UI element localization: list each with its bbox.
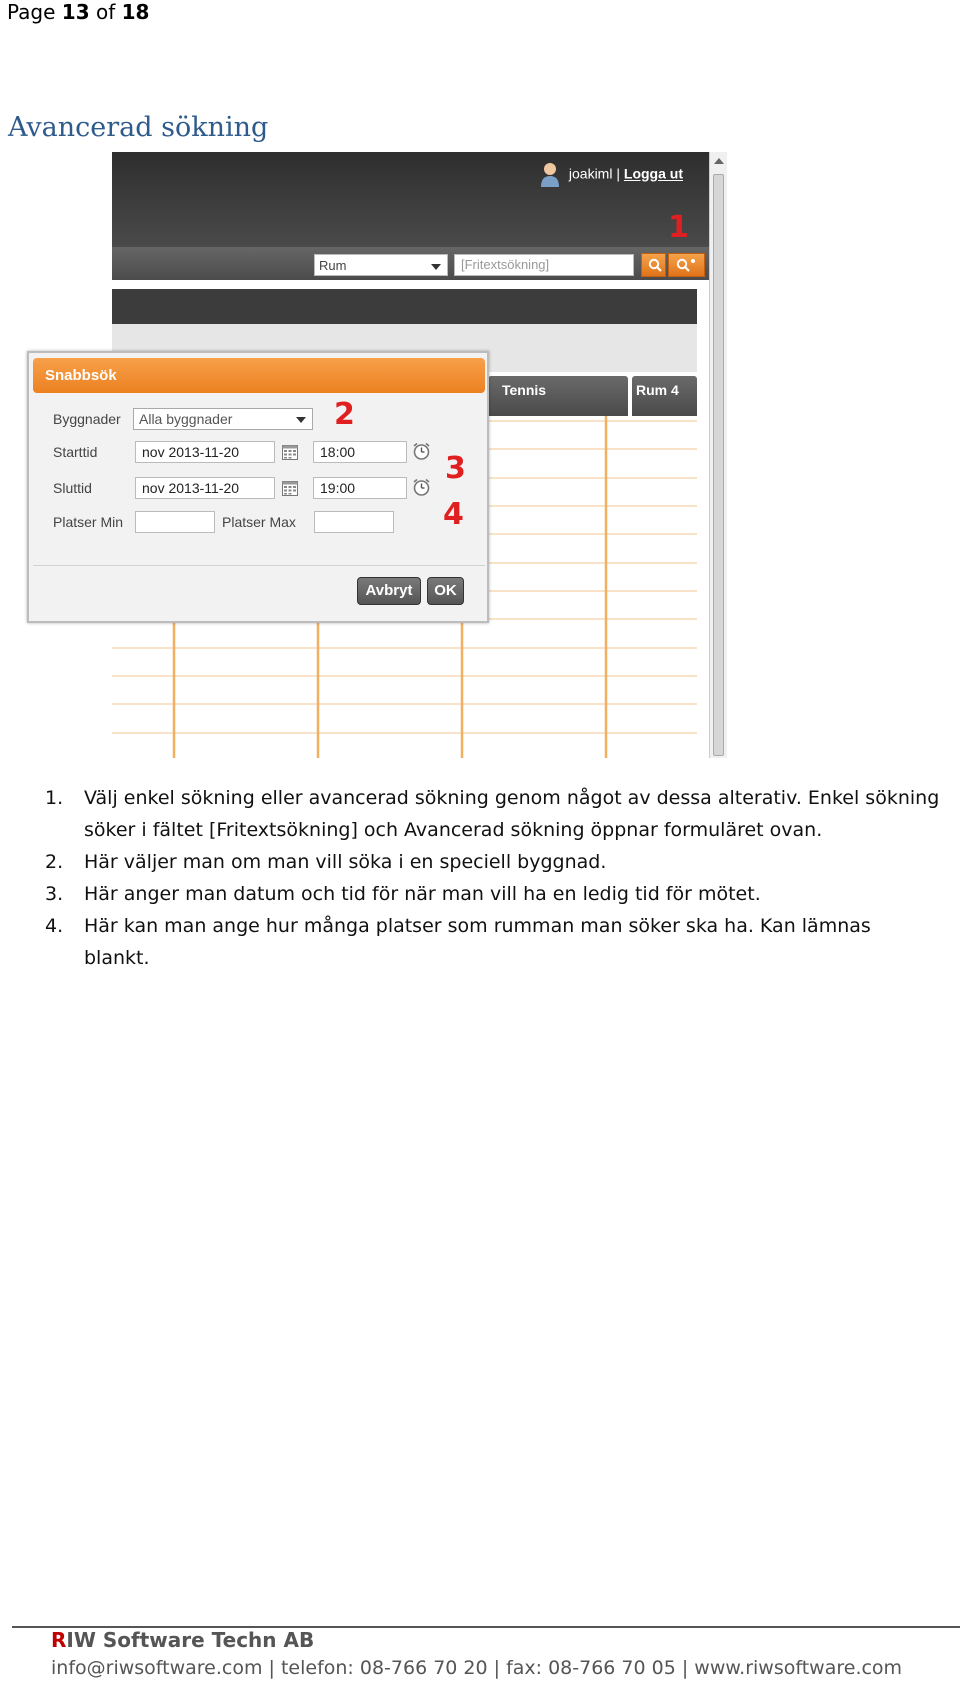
list-number: 3. <box>45 883 64 905</box>
buildings-value: Alla byggnader <box>139 411 233 427</box>
start-time-input[interactable]: 18:00 <box>313 441 407 463</box>
start-label: Starttid <box>53 444 98 460</box>
chevron-down-icon <box>431 264 441 270</box>
dialog-title: Snabbsök <box>33 358 485 393</box>
type-select-value: Rum <box>319 258 347 273</box>
list-text: Välj enkel sökning eller avancerad sökning genom något av dessa alterativ. Enkel sökning söker i fältet [Fritextsökning] och Avancerad sökning öppnar formuläret ovan. <box>84 787 940 841</box>
annotation-2: 2 <box>334 397 355 432</box>
column-label: Rum 4 <box>636 382 679 398</box>
user-icon <box>539 162 561 188</box>
search-icon <box>648 258 662 272</box>
max-seats-label: Platser Max <box>222 514 296 530</box>
logout-link[interactable]: Logga ut <box>623 165 683 182</box>
footer-company <box>51 1628 314 1652</box>
page-title: Avancerad sökning <box>8 112 269 143</box>
list-number: 1. <box>45 787 64 809</box>
user-name: joakiml <box>568 165 613 182</box>
calendar-icon[interactable] <box>282 445 298 460</box>
page-current: 13 <box>61 0 90 24</box>
type-select[interactable] <box>314 254 448 276</box>
min-seats-label: Platser Min <box>53 514 124 530</box>
max-seats-input[interactable] <box>314 511 394 533</box>
page-total: 18 <box>121 0 150 24</box>
search-placeholder: [Fritextsökning] <box>461 257 550 272</box>
clock-icon[interactable] <box>412 442 431 461</box>
chevron-down-icon <box>296 417 306 423</box>
buildings-select[interactable] <box>133 408 313 430</box>
cancel-button[interactable]: Avbryt <box>357 577 421 605</box>
list-number: 2. <box>45 851 64 873</box>
list-item <box>40 782 940 846</box>
advanced-search-button[interactable] <box>668 253 705 277</box>
ok-button[interactable]: OK <box>427 577 464 605</box>
page-of: of <box>95 0 116 24</box>
page-number <box>7 0 149 24</box>
calendar-icon[interactable] <box>282 481 298 496</box>
list-item <box>40 878 940 910</box>
app-header <box>112 152 709 247</box>
scrollbar[interactable] <box>709 152 727 758</box>
min-seats-input[interactable] <box>135 511 215 533</box>
list-text: Här anger man datum och tid för när man vill ha en ledig tid för mötet. <box>84 883 761 905</box>
quick-search-dialog <box>27 351 489 623</box>
page-label: Page <box>7 0 56 24</box>
list-text: Här väljer man om man vill söka i en speciell byggnad. <box>84 851 607 873</box>
list-item <box>40 846 940 878</box>
end-date-input[interactable]: nov 2013-11-20 <box>135 477 275 499</box>
list-item <box>40 910 940 974</box>
end-label: Sluttid <box>53 480 92 496</box>
buildings-label: Byggnader <box>53 411 121 427</box>
list-text: Här kan man ange hur många platser som rumman man söker ska ha. Kan lämnas blankt. <box>84 915 871 969</box>
search-input[interactable] <box>454 254 634 276</box>
annotation-4: 4 <box>443 497 464 532</box>
column-header-tennis <box>488 376 628 416</box>
user-separator: | <box>616 165 620 182</box>
start-date-input[interactable]: nov 2013-11-20 <box>135 441 275 463</box>
clock-icon[interactable] <box>412 478 431 497</box>
dialog-divider <box>33 565 485 566</box>
column-header-rum4 <box>632 376 697 416</box>
company-name: IW Software Techn AB <box>66 1628 315 1652</box>
instruction-list <box>40 782 940 974</box>
list-number: 4. <box>45 915 64 937</box>
scroll-thumb[interactable] <box>713 174 724 756</box>
end-time-input[interactable]: 19:00 <box>313 477 407 499</box>
footer-contact: info@riwsoftware.com | telefon: 08-766 70 20 | fax: 08-766 70 05 | www.riwsoftware.com <box>51 1657 903 1679</box>
company-initial: R <box>51 1628 67 1652</box>
advanced-search-icon <box>675 258 699 272</box>
annotation-1: 1 <box>668 210 689 245</box>
user-area <box>539 162 683 188</box>
annotation-3: 3 <box>445 451 466 486</box>
column-label: Tennis <box>502 382 547 398</box>
scroll-up-icon[interactable] <box>714 158 724 164</box>
calendar-bar <box>112 289 697 324</box>
simple-search-button[interactable] <box>641 253 666 277</box>
